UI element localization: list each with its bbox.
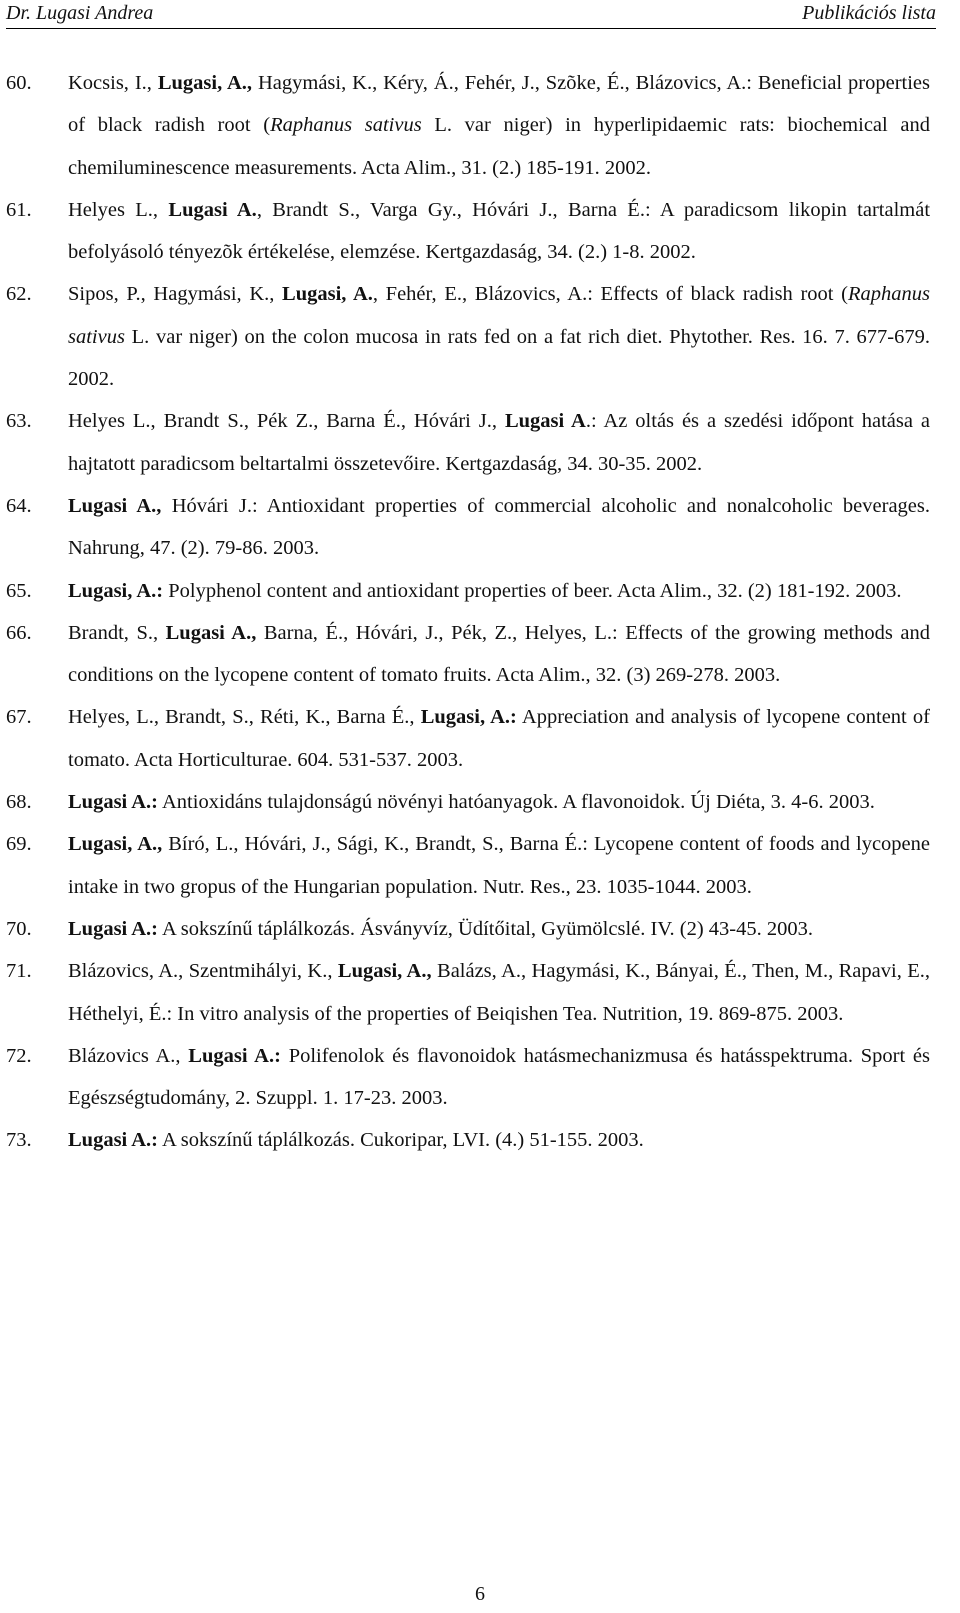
entry-number: 65. bbox=[6, 579, 32, 602]
author-highlight: Lugasi A.: bbox=[68, 917, 158, 940]
list-item bbox=[6, 1119, 930, 1161]
citation-text: Kocsis, I., bbox=[68, 72, 158, 94]
citation-text: Blázovics A., bbox=[68, 1044, 189, 1067]
entry-text bbox=[68, 1045, 930, 1109]
citation-text: , Brandt S., Varga Gy., Hóvári J., Barna É.: A paradicsom likopin tartalmát befolyásoló tényezõk értékelése, elemzése. Kertgazdaság, 34. (2.) 1-8. 2002. bbox=[68, 198, 931, 264]
entry-number: 61. bbox=[6, 198, 32, 221]
citation-text: Balázs, A., Hagymási, K., Bányai, É., Then, M., Rapavi, E., Héthelyi, É.: In vitro analysis of the properties of Beiqishen Tea. Nutrition, 19. 869-875. 2003. bbox=[68, 960, 930, 1025]
entry-number: 64. bbox=[6, 494, 32, 517]
author-highlight: Lugasi, A. bbox=[282, 283, 373, 306]
entry-number: 68. bbox=[6, 791, 32, 814]
citation-text: Brandt, S., bbox=[68, 621, 166, 644]
citation-text: Hagymási, K., Kéry, Á., Fehér, J., Szõke, É., Blázovics, A.: Beneficial properties of black radish root ( bbox=[68, 72, 931, 137]
author-highlight: Lugasi, A.: bbox=[68, 579, 164, 602]
page-number: 6 bbox=[475, 1583, 485, 1605]
entry-number: 73. bbox=[6, 1129, 32, 1152]
citation-text: L. var niger) in hyperlipidaemic rats: biochemical and chemiluminescence measurements. Acta Alim., 31. (2.) 185-191. 2002. bbox=[68, 114, 930, 179]
author-highlight: Lugasi A. bbox=[168, 198, 257, 221]
entry-text bbox=[68, 1129, 644, 1151]
entry-number: 60. bbox=[6, 72, 32, 94]
citation-text: Antioxidáns tulajdonságú növényi hatóanyagok. A flavonoidok. Új Diéta, 3. 4-6. 2003. bbox=[158, 791, 875, 814]
author-highlight: Lugasi A., bbox=[68, 494, 162, 517]
author-highlight: Lugasi, A., bbox=[157, 72, 253, 94]
author-highlight: Lugasi, A., bbox=[337, 960, 432, 983]
citation-text: Helyes L., Brandt S., Pék Z., Barna É., Hóvári J., bbox=[68, 410, 505, 433]
author-highlight: Lugasi A.: bbox=[68, 791, 158, 814]
list-item bbox=[6, 189, 930, 274]
list-item bbox=[6, 570, 930, 612]
entry-text bbox=[68, 918, 813, 940]
author-highlight: Lugasi A bbox=[504, 410, 586, 433]
entry-text bbox=[68, 283, 930, 390]
citation-text: Hóvári J.: Antioxidant properties of commercial alcoholic and nonalcoholic beverages. Nahrung, 47. (2). 79-86. 2003. bbox=[68, 494, 930, 560]
citation-text: .: Az oltás és a szedési időpont hatása a hajtatott paradicsom beltartalmi összetevőire. Kertgazdaság, 34. 30-35. 2002. bbox=[68, 410, 930, 475]
entry-text bbox=[68, 706, 930, 770]
citation-text: Blázovics, A., Szentmihályi, K., bbox=[68, 960, 338, 983]
list-item bbox=[6, 696, 930, 781]
entry-text bbox=[68, 833, 930, 897]
entry-number: 62. bbox=[6, 283, 32, 306]
entry-text bbox=[68, 495, 930, 559]
entry-text bbox=[68, 199, 930, 263]
entry-text bbox=[68, 791, 875, 813]
citation-text: Appreciation and analysis of lycopene content of tomato. Acta Horticulturae. 604. 531-537. 2003. bbox=[68, 706, 930, 771]
citation-text: Polifenolok és flavonoidok hatásmechanizmusa és hatásspektruma. Sport és Egészségtudomány, 2. Szuppl. 1. 17-23. 2003. bbox=[68, 1044, 931, 1110]
list-item bbox=[6, 1035, 930, 1120]
citation-text: , Fehér, E., Blázovics, A.: Effects of black radish root ( bbox=[372, 283, 848, 306]
citation-text: Helyes L., bbox=[68, 198, 169, 221]
species-name: Raphanus sativus bbox=[68, 283, 930, 348]
entry-number: 71. bbox=[6, 960, 32, 983]
entry-number: 72. bbox=[6, 1044, 32, 1067]
author-highlight: Lugasi A.: bbox=[68, 1129, 158, 1152]
list-item bbox=[6, 908, 930, 950]
citation-text: A sokszínű táplálkozás. Cukoripar, LVI. (4.) 51-155. 2003. bbox=[158, 1129, 644, 1152]
entry-text bbox=[68, 960, 930, 1024]
citation-text: Bíró, L., Hóvári, J., Sági, K., Brandt, S., Barna É.: Lycopene content of foods and lycopene intake in two gropus of the Hungarian population. Nutr. Res., 23. 1035-1044. 2003. bbox=[68, 833, 931, 898]
entry-number: 67. bbox=[6, 706, 32, 729]
list-item bbox=[6, 781, 930, 823]
list-item bbox=[6, 612, 930, 697]
entry-number: 66. bbox=[6, 621, 32, 644]
entry-number: 69. bbox=[6, 833, 32, 856]
author-highlight: Lugasi, A., bbox=[68, 833, 163, 856]
list-item bbox=[6, 62, 930, 189]
list-item bbox=[6, 485, 930, 570]
author-highlight: Lugasi A., bbox=[165, 621, 257, 644]
list-item bbox=[6, 823, 930, 908]
list-item bbox=[6, 400, 930, 485]
citation-text: Sipos, P., Hagymási, K., bbox=[68, 283, 283, 306]
publication-list bbox=[6, 62, 930, 1162]
entry-text bbox=[68, 72, 930, 179]
entry-text bbox=[68, 410, 930, 474]
list-item bbox=[6, 273, 930, 400]
author-highlight: Lugasi A.: bbox=[188, 1044, 281, 1067]
entry-text bbox=[68, 622, 930, 686]
citation-text: Polyphenol content and antioxidant properties of beer. Acta Alim., 32. (2) 181-192. 2003. bbox=[163, 579, 902, 602]
citation-text: Helyes, L., Brandt, S., Réti, K., Barna É., bbox=[68, 706, 421, 729]
page-header bbox=[6, 0, 936, 29]
entry-number: 70. bbox=[6, 917, 32, 940]
citation-text: A sokszínű táplálkozás. Ásványvíz, Üdítőital, Gyümölcslé. IV. (2) 43-45. 2003. bbox=[158, 917, 813, 940]
author-highlight: Lugasi, A.: bbox=[420, 706, 517, 729]
citation-text: Barna, É., Hóvári, J., Pék, Z., Helyes, L.: Effects of the growing methods and conditions on the lycopene content of tomato fruits. Acta Alim., 32. (3) 269-278. 2003. bbox=[68, 621, 931, 687]
list-item bbox=[6, 950, 930, 1035]
citation-text: L. var niger) on the colon mucosa in rats fed on a fat rich diet. Phytother. Res. 16. 7. 677-679. 2002. bbox=[68, 325, 930, 391]
entry-number: 63. bbox=[6, 410, 32, 433]
species-name: Raphanus sativus bbox=[270, 114, 422, 137]
header-author: Dr. Lugasi Andrea bbox=[6, 2, 154, 24]
header-title: Publikációs lista bbox=[802, 2, 936, 24]
entry-text bbox=[68, 580, 902, 602]
